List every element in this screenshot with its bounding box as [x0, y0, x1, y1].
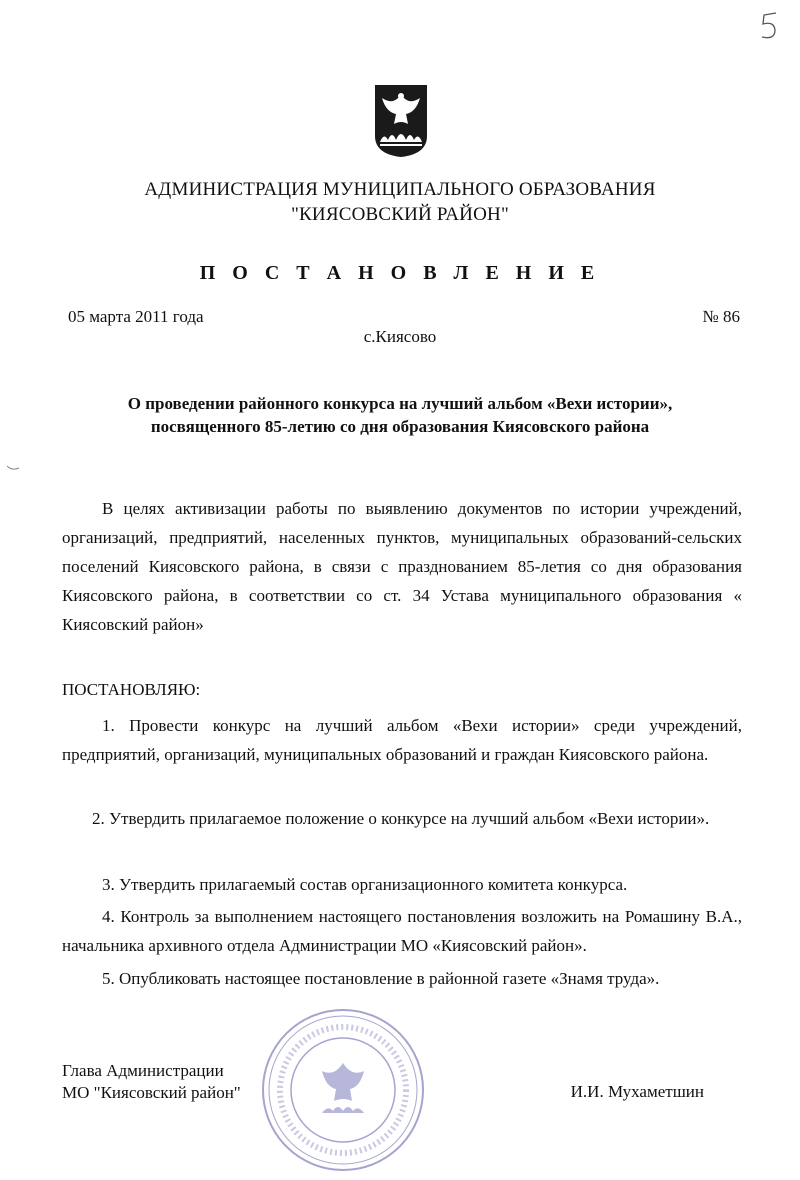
- decree-item-5: [62, 964, 742, 993]
- document-type-heading: П О С Т А Н О В Л Е Н И Е: [199, 262, 601, 284]
- item-number: 4.: [102, 907, 115, 926]
- document-place: с.Киясово: [363, 327, 437, 346]
- item-text: Утвердить прилагаемый состав организационного комитета конкурса.: [119, 875, 628, 894]
- item-text: Провести конкурс на лучший альбом «Вехи истории» среди учреждений, предприятий, организаций, муниципальных образований и граждан Киясовского района.: [62, 716, 742, 764]
- item-number: 2.: [92, 809, 105, 828]
- scan-artifact: [6, 464, 20, 472]
- signatory-position-line1: Глава Администрации: [62, 1061, 224, 1080]
- item-number: 3.: [102, 875, 115, 894]
- document-date: 05 марта 2011 года: [68, 307, 204, 326]
- handwritten-page-mark: [758, 10, 780, 42]
- document-number: № 86: [702, 307, 740, 326]
- signatory-position: [62, 1060, 241, 1104]
- decree-item-4: [62, 902, 742, 960]
- coat-of-arms-emblem: [374, 84, 428, 158]
- decree-heading: ПОСТАНОВЛЯЮ:: [62, 680, 201, 699]
- item-number: 1.: [102, 716, 115, 735]
- item-text: Контроль за выполнением настоящего постановления возложить на Ромашину В.А., начальника архивного отдела Администрации МО «Киясовский район».: [62, 907, 742, 955]
- document-title: [80, 392, 720, 438]
- signatory-position-line2: МО "Киясовский район": [62, 1083, 241, 1102]
- item-number: 5.: [102, 969, 115, 988]
- signatory-name: И.И. Мухаметшин: [570, 1082, 704, 1101]
- item-text: Утвердить прилагаемое положение о конкурсе на лучший альбом «Вехи истории».: [109, 809, 710, 828]
- organization-name-line2: "КИЯСОВСКИЙ РАЙОН": [291, 204, 509, 225]
- organization-name-line1: АДМИНИСТРАЦИЯ МУНИЦИПАЛЬНОГО ОБРАЗОВАНИЯ: [144, 179, 656, 200]
- item-text: Опубликовать настоящее постановление в районной газете «Знамя труда».: [119, 969, 660, 988]
- decree-item-3: [62, 870, 742, 899]
- preamble-paragraph: В целях активизации работы по выявлению документов по истории учреждений, организаций, предприятий, населенных пунктов, муниципальных образований-сельских поселений Киясовского района, в связи с празднованием 85-летия со дня образования Киясовского района, в соответствии со ст. 34 Устава муниципального образования « Киясовский район»: [62, 499, 742, 634]
- title-line2: посвященного 85-летию со дня образования Киясовского района: [150, 417, 650, 436]
- title-line1: О проведении районного конкурса на лучший альбом «Вехи истории»,: [127, 394, 673, 413]
- decree-item-2: [62, 804, 742, 833]
- official-seal-stamp: [258, 1005, 428, 1175]
- decree-item-1: [62, 711, 742, 769]
